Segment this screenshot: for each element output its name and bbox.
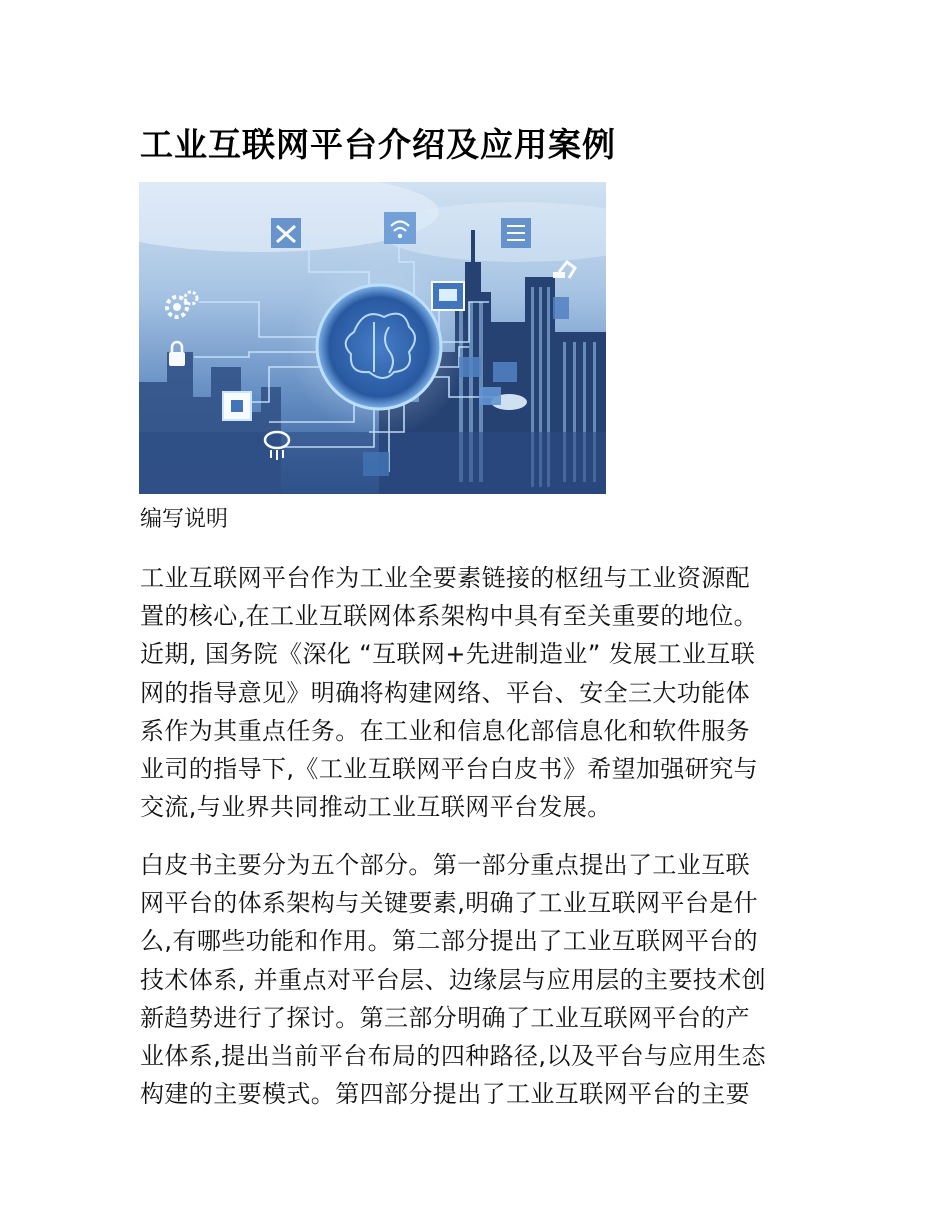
paragraph-intro xyxy=(140,559,812,826)
text-line: 么,有哪些功能和作用。第二部分提出了工业互联网平台的 xyxy=(140,927,759,956)
text-line: 技术体系, 并重点对平台层、边缘层与应用层的主要技术创 xyxy=(140,965,767,994)
text-line: 网的指导意见》明确将构建网络、平台、安全三大功能体 xyxy=(140,678,750,707)
page-title: 工业互联网平台介绍及应用案例 xyxy=(140,125,616,164)
text-line: 交流,与业界共同推动工业互联网平台发展。 xyxy=(140,793,612,822)
text-line: 工业互联网平台作为工业全要素链接的枢纽与工业资源配 xyxy=(140,564,750,592)
text-line: 网平台的体系架构与关键要素,明确了工业互联网平台是什 xyxy=(140,889,759,918)
text-line: 业体系,提出当前平台布局的四种路径,以及平台与应用生态 xyxy=(140,1042,767,1071)
text-line: 系作为其重点任务。在工业和信息化部信息化和软件服务 xyxy=(140,716,750,745)
text-line: 业司的指导下,《工业互联网平台白皮书》希望加强研究与 xyxy=(140,755,759,784)
paragraph-overview xyxy=(140,846,812,1113)
hero-image xyxy=(139,182,606,494)
text-line: 白皮书主要分为五个部分。第一部分重点提出了工业互联 xyxy=(140,851,750,879)
text-line: 近期, 国务院《深化 “互联网+先进制造业” 发展工业互联 xyxy=(140,640,756,669)
text-line: 构建的主要模式。第四部分提出了工业互联网平台的主要 xyxy=(140,1080,750,1109)
caption: 编写说明 xyxy=(140,507,229,532)
text-line: 置的核心,在工业互联网体系架构中具有至关重要的地位。 xyxy=(140,602,759,631)
text-line: 新趋势进行了探讨。第三部分明确了工业互联网平台的产 xyxy=(140,1003,750,1032)
